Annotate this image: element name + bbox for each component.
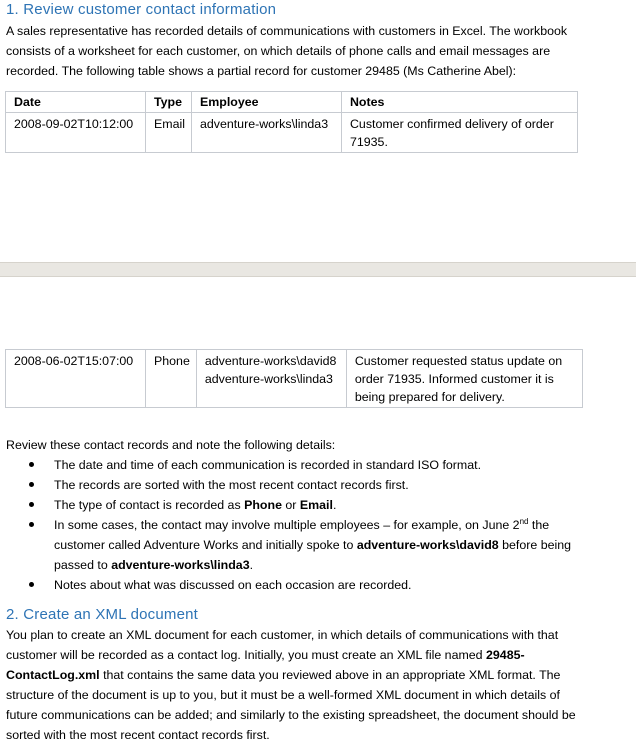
row1-notes-line2: 71935. (349, 135, 388, 149)
bullet-icon (29, 502, 34, 507)
email-term: Email (299, 498, 333, 512)
row2-type: Phone (146, 350, 197, 408)
contact-table-bottom (5, 349, 583, 408)
section1-intro (6, 21, 628, 81)
phone-term: Phone (244, 498, 282, 512)
row2-notes-line3: being prepared for delivery. (354, 390, 505, 404)
linda3-term: adventure-works\linda3 (111, 558, 250, 572)
details-list (6, 455, 628, 595)
contact-table-top (5, 91, 578, 153)
bullet-icon (29, 582, 34, 587)
table-row (6, 350, 583, 408)
bullet-icon (29, 462, 34, 467)
row1-type: Email (146, 113, 192, 153)
row2-notes-line1: Customer requested status update on (354, 354, 563, 368)
row2-employee-line2: adventure-works\linda3 (204, 372, 333, 386)
row1-notes (341, 113, 577, 153)
header-date: Date (6, 92, 146, 113)
table-row (6, 113, 578, 153)
bullet-icon (29, 522, 34, 527)
intro-line-2: consists of a worksheet for each customer, on which details of phone calls and email messages are (6, 44, 551, 58)
list-item: In some cases, the contact may involve multiple employees – for example, on June 2nd the customer called Adventure Works and initially spoke to adventure-works\david8 before being passed to adventure-works\linda3. (6, 515, 628, 575)
list-item: The date and time of each communication is recorded in standard ISO format. (6, 455, 628, 475)
header-type: Type (146, 92, 192, 113)
filename-part2: ContactLog.xml (6, 668, 100, 682)
table-header-row (6, 92, 578, 113)
row2-employee-line1: adventure-works\david8 (204, 354, 337, 368)
section1-heading: 1. Review customer contact information (6, 1, 277, 18)
row1-employee: adventure-works\linda3 (191, 113, 341, 153)
bullet-icon (29, 482, 34, 487)
row1-date: 2008-09-02T10:12:00 (6, 113, 146, 153)
list-item: Notes about what was discussed on each occasion are recorded. (6, 575, 628, 595)
row2-notes-line2: order 71935. Informed customer it is (354, 372, 554, 386)
row2-date: 2008-06-02T15:07:00 (6, 350, 146, 408)
row1-notes-line1: Customer confirmed delivery of order (349, 117, 554, 131)
review-intro: Review these contact records and note the following details: (6, 438, 336, 452)
list-item: The type of contact is recorded as Phone or Email. (6, 495, 628, 515)
intro-line-1: A sales representative has recorded details of communications with customers in Excel. The workbook (6, 24, 568, 38)
list-item: The records are sorted with the most recent contact records first. (6, 475, 628, 495)
david8-term: adventure-works\david8 (356, 538, 499, 552)
header-employee: Employee (191, 92, 341, 113)
section2-body: You plan to create an XML document for each customer, in which details of communications with that customer will be recorded as a contact log. Initially, you must create an XML file named 29485- ContactLog.xml that contains the same data you reviewed above in an appropriate XML format. The structure of the document is up to you, but it must be a well-formed XML document in which details of future communications can be added; and similarly to the existing spreadsheet, the document should be sorted with the most recent contact records first. (6, 628, 576, 742)
page-break-band (0, 262, 636, 277)
intro-line-3: recorded. The following table shows a partial record for customer 29485 (Ms Catherine Abel): (6, 64, 517, 78)
row2-employee (196, 350, 346, 408)
header-notes: Notes (341, 92, 577, 113)
filename-part1: 29485- (486, 648, 525, 662)
row2-notes (346, 350, 582, 408)
section2-heading: 2. Create an XML document (6, 606, 199, 623)
